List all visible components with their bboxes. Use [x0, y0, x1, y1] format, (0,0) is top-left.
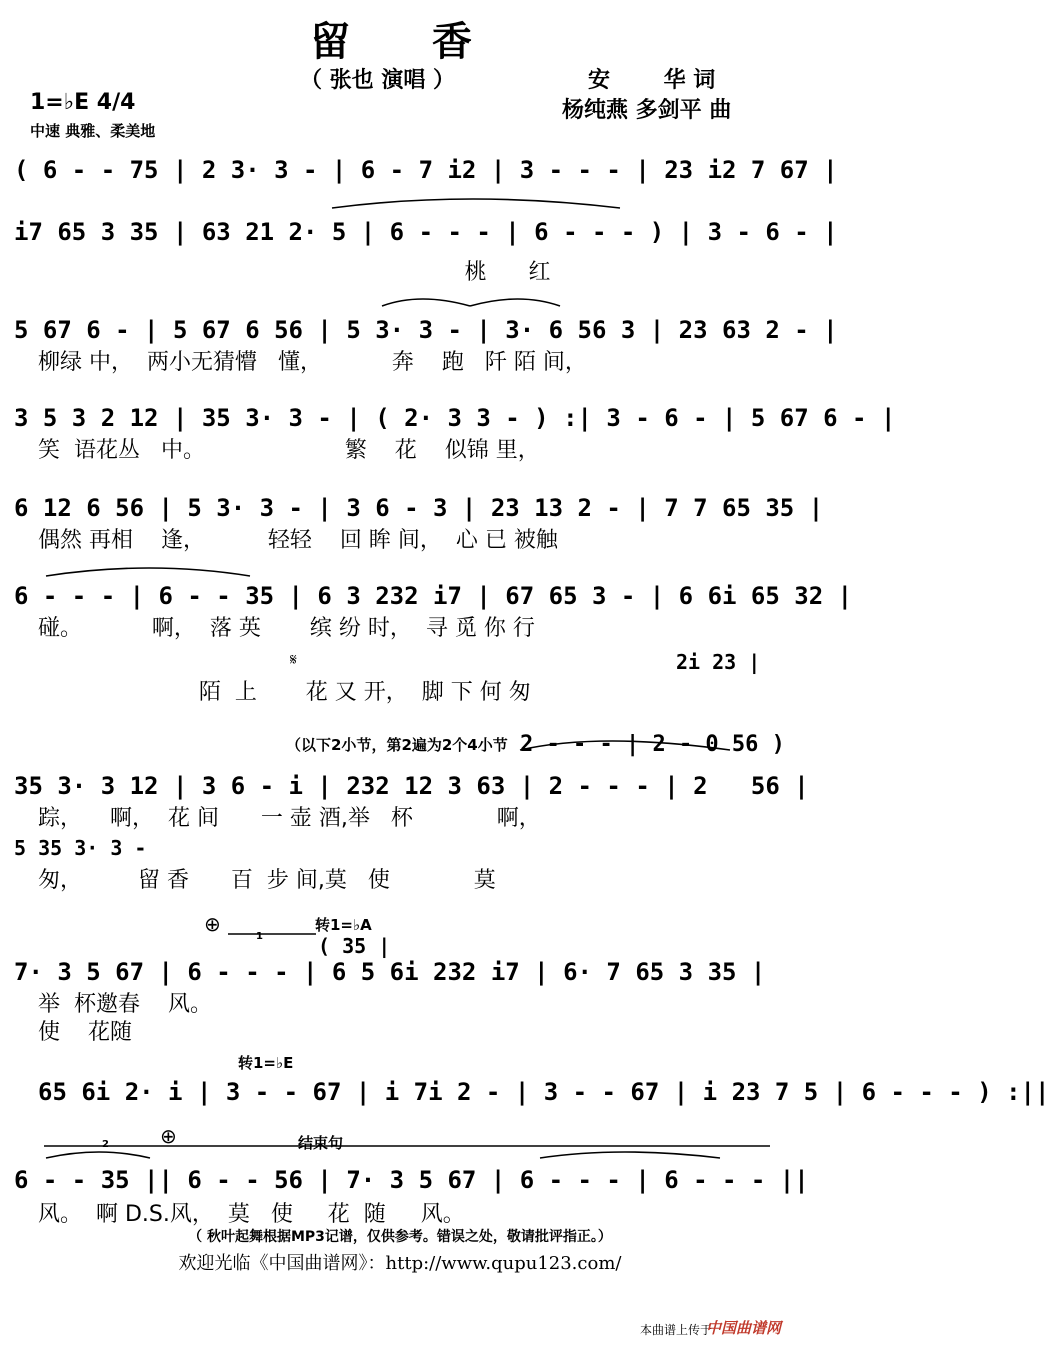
- transcriber-note: （ 秋叶起舞根据MP3记谱，仅供参考。错误之处，敬请批评指正。）: [188, 1229, 612, 1245]
- lyrics-line-4: 笑 语花丛 中。 繁 花 似锦 里，: [38, 438, 540, 463]
- slur-2: [382, 299, 470, 306]
- site-logo[interactable]: 中国曲谱网: [706, 1319, 782, 1337]
- lyrics-line-7a: 踪， 啊， 花 间 一 壶 酒,举 杯 啊，: [38, 806, 541, 831]
- score-line-4: 3 5 3 2 12 | 35 3· 3 - | ( 2· 3 3 - ) :| 3 - 6 - | 5 67 6 - |: [14, 404, 896, 432]
- score-line-8: 7· 3 5 67 | 6 - - - | 6 5 6i 232 i7 | 6· 7 65 3 35 |: [14, 958, 766, 986]
- score-line-9: 65 6i 2· i | 3 - - 67 | i 7i 2 - | 3 - - 67 | i 23 7 5 | 6 - - - ) :||: [38, 1078, 1049, 1106]
- lyrics-line-8b: 使 花随: [38, 1020, 132, 1045]
- score-line-7: 35 3· 3 12 | 3 6 - i | 232 12 3 63 | 2 - - - | 2 56 |: [14, 772, 809, 800]
- coda-pickup: ( 35 |: [318, 934, 391, 958]
- tempo-marking: 中速 典雅、柔美地: [30, 122, 156, 140]
- page-title: 留 香: [310, 19, 490, 65]
- singer-credit: （ 张也 演唱 ）: [300, 68, 455, 93]
- slur-3: [470, 299, 560, 306]
- slur-6: [46, 1152, 150, 1158]
- modulate-to-eb: 转1=♭E: [238, 1054, 294, 1072]
- score-line-10: 6 - - 35 || 6 - - 56 | 7· 3 5 67 | 6 - - - | 6 - - - ||: [14, 1166, 809, 1194]
- lyrics-line-6b: 陌 上 花 又 开， 脚 下 何 匆: [38, 680, 531, 705]
- alt-line-notes: 5 35 3· 3 -: [14, 836, 147, 860]
- coda-label-2: 2: [102, 1139, 109, 1150]
- slur-4: [46, 568, 250, 576]
- modulate-to-ab: 转1=♭A: [315, 916, 372, 934]
- lyrics-line-2: 桃 红: [38, 260, 551, 285]
- coda-icon: ⊕: [204, 912, 221, 936]
- score-line-5: 6 12 6 56 | 5 3· 3 - | 3 6 - 3 | 23 13 2 - | 7 7 65 35 |: [14, 494, 824, 522]
- segno-icon: 𝄋: [290, 650, 297, 669]
- coda-icon-2: ⊕: [160, 1124, 177, 1148]
- lyrics-line-8a: 举 杯邀春 风。: [38, 992, 212, 1017]
- composer-credit: 杨纯燕 多剑平 曲: [562, 98, 732, 123]
- score-line-2: i7 65 3 35 | 63 21 2· 5 | 6 - - - | 6 - - - ) | 3 - 6 - |: [14, 218, 838, 246]
- slur-1: [332, 199, 620, 208]
- welcome-line[interactable]: 欢迎光临《中国曲谱网》：http://www.qupu123.com/: [178, 1253, 622, 1274]
- repeat-tail: 2 - - - | 2 - 0 56 ): [520, 732, 785, 757]
- score-line-1: ( 6 - - 75 | 2 3· 3 - | 6 - 7 i2 | 3 - - - | 23 i2 7 67 |: [14, 156, 838, 184]
- key-signature: 1=♭E 4/4: [30, 90, 136, 115]
- lyrics-line-3: 柳绿 中， 两小无猜懵 懂， 奔 跑 阡 陌 间，: [38, 350, 587, 375]
- lyricist-credit: 安 华 词: [588, 68, 716, 93]
- slur-7: [540, 1152, 720, 1158]
- lyrics-line-5: 偶然 再相 逢， 轻轻 回 眸 间， 心 已 被触: [38, 528, 558, 553]
- ending-label: 结束句: [298, 1134, 344, 1152]
- repeat-note: （以下2小节，第2遍为2个4小节: [286, 736, 508, 754]
- coda-label-1: 1: [256, 931, 263, 942]
- score-line-3: 5 67 6 - | 5 67 6 56 | 5 3· 3 - | 3· 6 56 3 | 23 63 2 - |: [14, 316, 838, 344]
- score-line-6: 6 - - - | 6 - - 35 | 6 3 232 i7 | 67 65 3 - | 6 6i 65 32 |: [14, 582, 853, 610]
- alt-top-notes: 2i 23 |: [676, 650, 761, 674]
- lyrics-line-10: 风。 啊 D.S.风， 莫 使 花 随 风。: [38, 1202, 465, 1227]
- upload-label: 本曲谱上传于: [640, 1323, 713, 1337]
- lyrics-line-7b: 匆， 留 香 百 步 间,莫 使 莫: [38, 868, 496, 893]
- lyrics-line-6a: 碰。 啊， 落 英 缤 纷 时， 寻 觅 你 行: [38, 616, 535, 641]
